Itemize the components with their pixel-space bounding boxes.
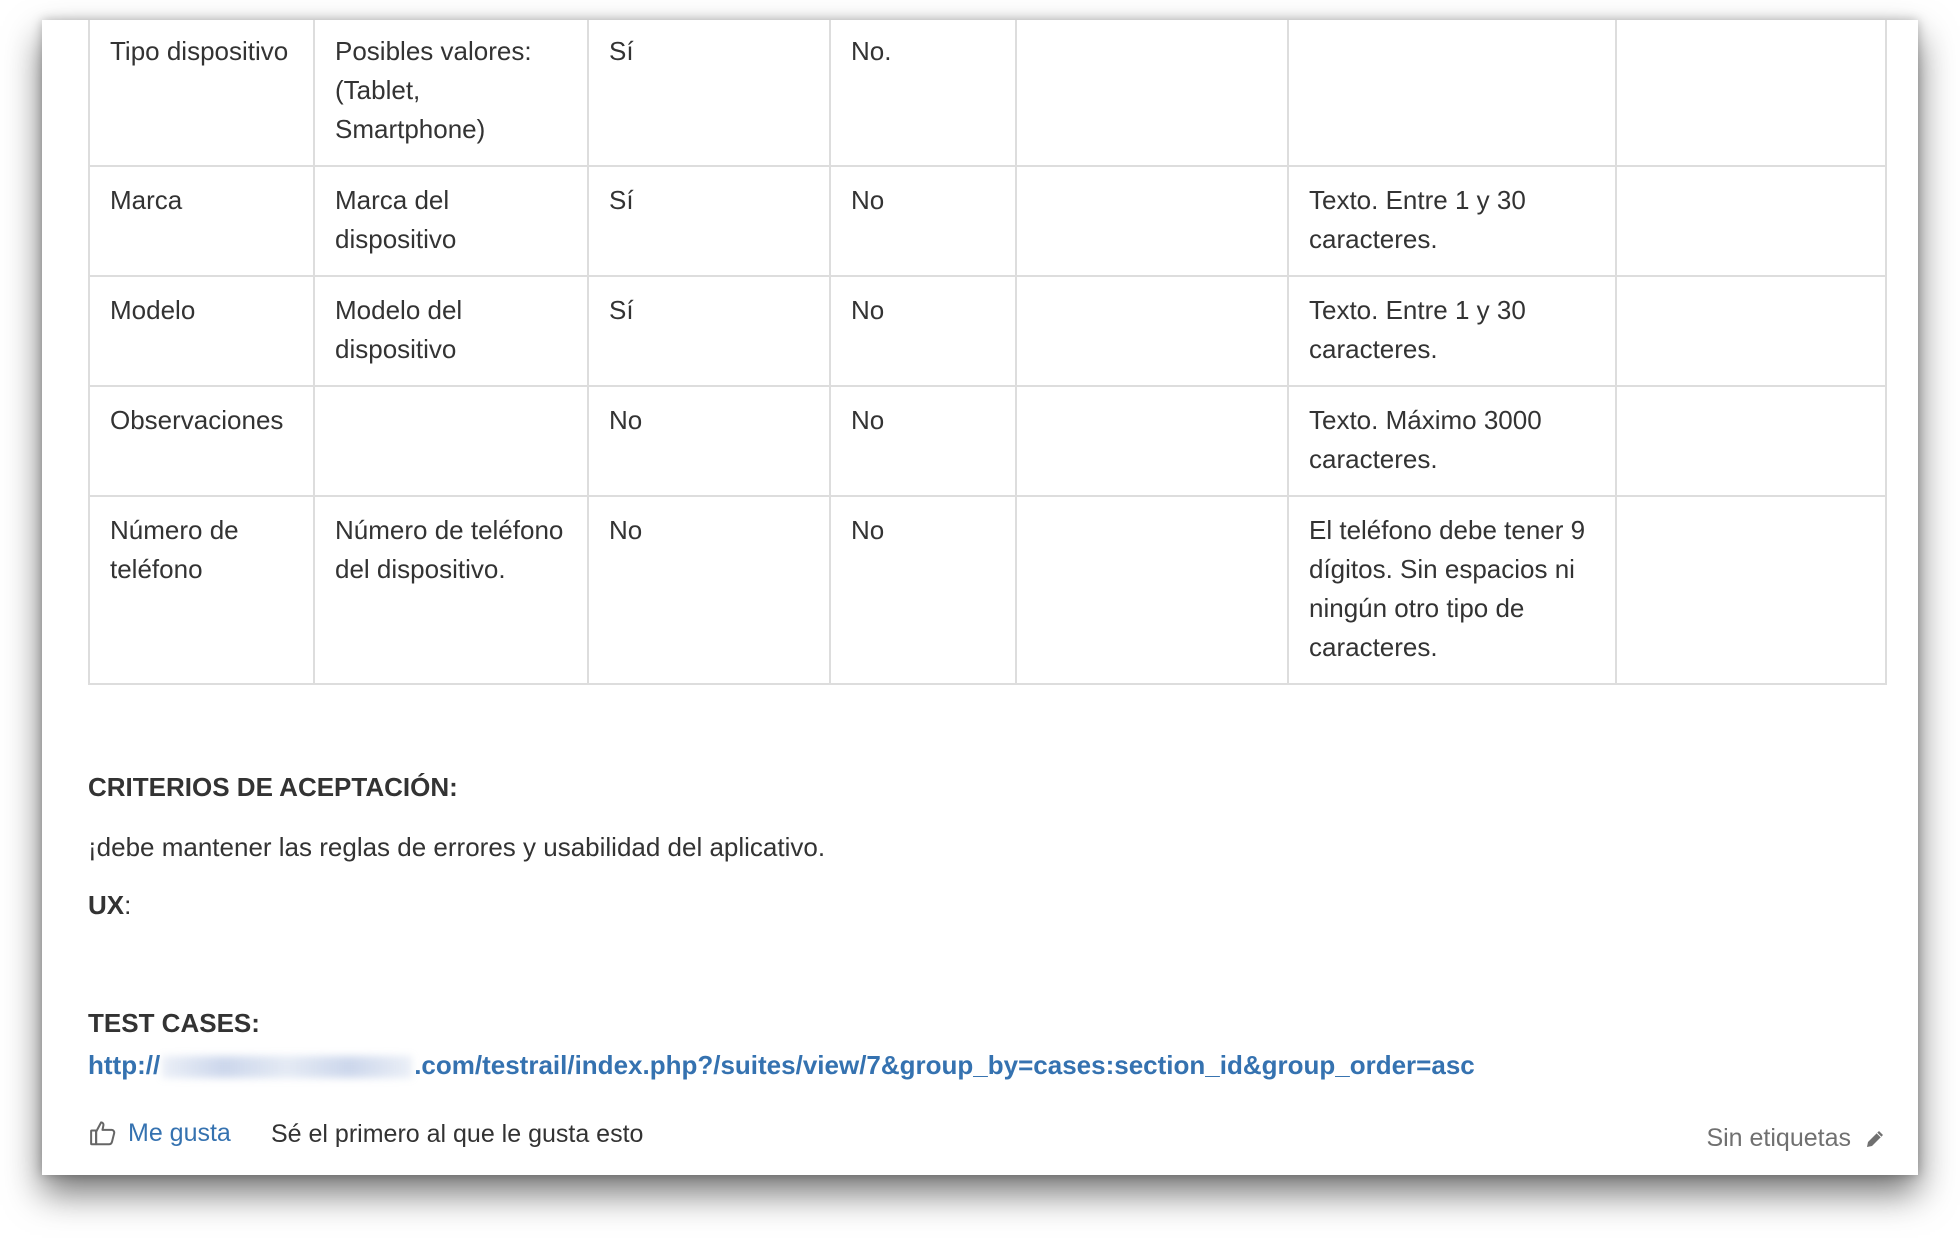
table-cell: Sí: [588, 20, 830, 166]
table-cell: El teléfono debe tener 9 dígitos. Sin espacios ni ningún otro tipo de caracteres.: [1288, 496, 1616, 684]
like-prompt-text: Sé el primero al que le gusta esto: [271, 1120, 644, 1148]
table-cell: Observaciones: [89, 386, 314, 496]
pencil-icon[interactable]: [1865, 1129, 1885, 1149]
table-cell: Texto. Entre 1 y 30 caracteres.: [1288, 276, 1616, 386]
table-cell: No: [588, 386, 830, 496]
table-cell: Marca del dispositivo: [314, 166, 588, 276]
table-row: [89, 166, 1886, 276]
table-cell: Modelo del dispositivo: [314, 276, 588, 386]
table-cell: [1016, 386, 1288, 496]
table-cell: Sí: [588, 166, 830, 276]
table-row: [89, 496, 1886, 684]
table-cell: [314, 386, 588, 496]
table-cell: Texto. Máximo 3000 caracteres.: [1288, 386, 1616, 496]
table-cell: [1016, 496, 1288, 684]
page-window: [42, 20, 1918, 1175]
table-cell: [1616, 166, 1886, 276]
testrail-link[interactable]: [88, 1050, 1475, 1081]
table-cell: Modelo: [89, 276, 314, 386]
ux-label: UX: [88, 890, 125, 920]
table-cell: No: [830, 496, 1016, 684]
table-cell: [1616, 496, 1886, 684]
table-row: [89, 20, 1886, 166]
table-row: [89, 276, 1886, 386]
table-cell: [1016, 166, 1288, 276]
table-cell: [1016, 276, 1288, 386]
page-content: [88, 20, 1885, 685]
thumbs-up-icon: [88, 1118, 118, 1148]
table-cell: [1016, 20, 1288, 166]
table-cell: Número de teléfono del dispositivo.: [314, 496, 588, 684]
test-cases-heading: TEST CASES:: [88, 1008, 260, 1038]
like-label: Me gusta: [128, 1118, 231, 1147]
table-cell: Tipo dispositivo: [89, 20, 314, 166]
table-cell: Texto. Entre 1 y 30 caracteres.: [1288, 166, 1616, 276]
table-cell: No.: [830, 20, 1016, 166]
table-cell: [1616, 386, 1886, 496]
criteria-heading: CRITERIOS DE ACEPTACIÓN:: [88, 772, 458, 802]
table-cell: No: [588, 496, 830, 684]
labels-text: Sin etiquetas: [1706, 1124, 1851, 1152]
table-cell: [1616, 276, 1886, 386]
like-button[interactable]: [88, 1118, 231, 1148]
table-cell: No: [830, 386, 1016, 496]
table-cell: [1288, 20, 1616, 166]
fields-table: [88, 20, 1887, 685]
criteria-text: ¡debe mantener las reglas de errores y usabilidad del aplicativo.: [88, 832, 826, 862]
table-cell: Sí: [588, 276, 830, 386]
redacted-domain: [162, 1056, 412, 1078]
ux-line: [88, 890, 131, 921]
link-suffix: .com/testrail/index.php?/suites/view/7&group_by=cases:section_id&group_order=asc: [414, 1050, 1475, 1080]
table-cell: No: [830, 276, 1016, 386]
labels-area[interactable]: [1706, 1124, 1885, 1153]
table-cell: Marca: [89, 166, 314, 276]
table-row: [89, 386, 1886, 496]
table-cell: Número de teléfono: [89, 496, 314, 684]
table-cell: [1616, 20, 1886, 166]
ux-suffix: :: [124, 890, 132, 920]
page-footer: [88, 1118, 1885, 1158]
link-prefix: http://: [88, 1050, 161, 1080]
table-cell: No: [830, 166, 1016, 276]
table-cell: Posibles valores: (Tablet, Smartphone): [314, 20, 588, 166]
